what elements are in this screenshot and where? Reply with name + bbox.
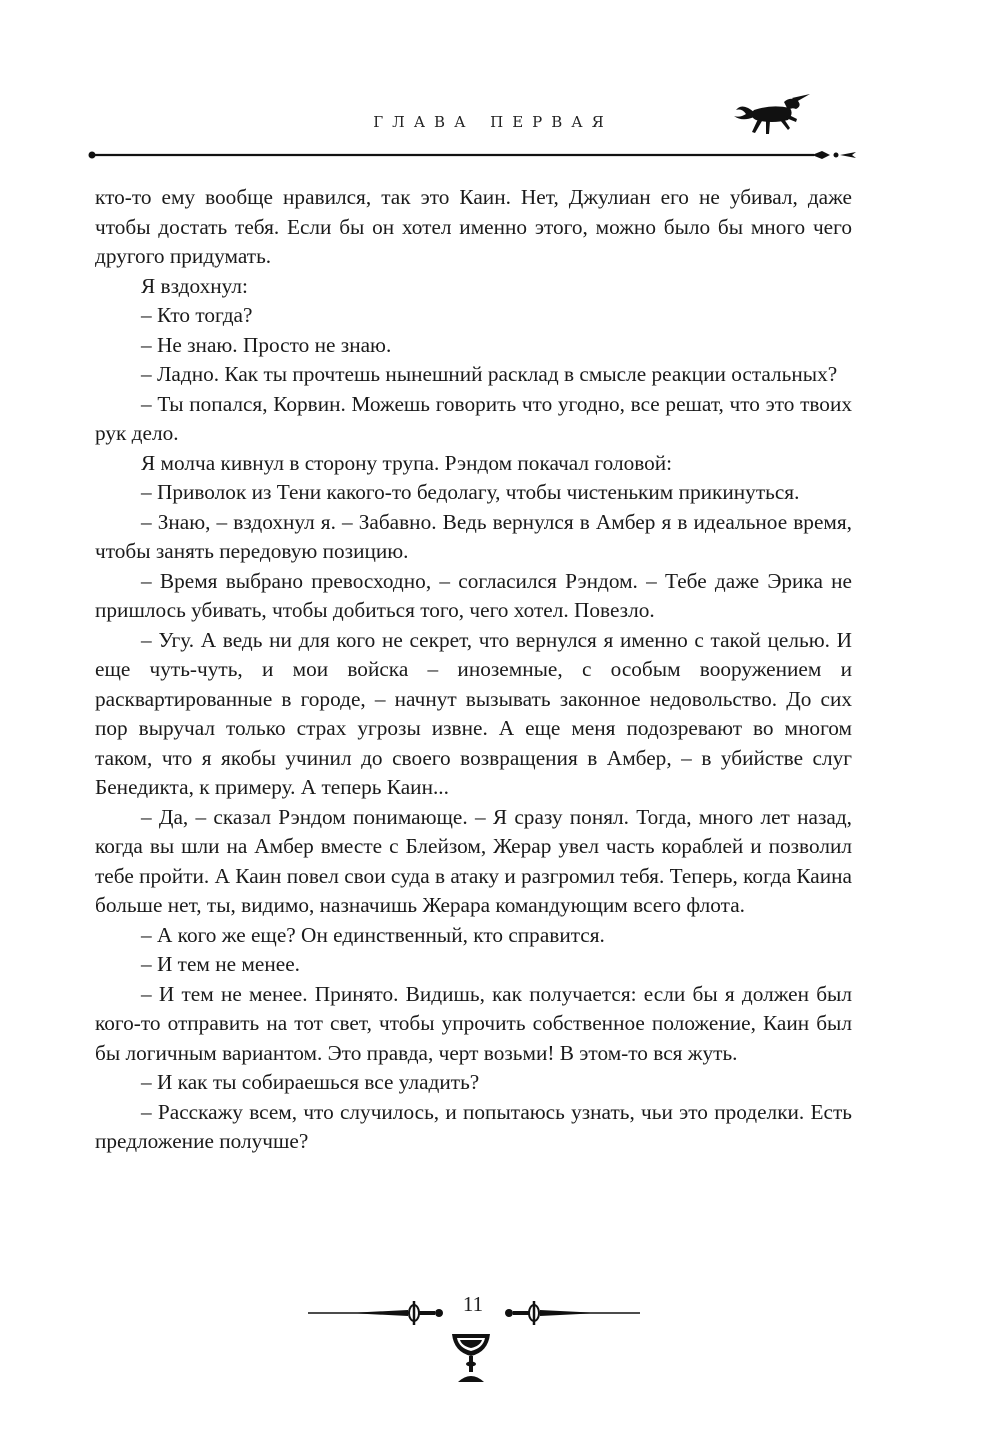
paragraph: Я вздохнул: [141,273,248,298]
paragraph: – Приволок из Тени какого-то бедолагу, чтобы чистеньким прикинуться. [141,480,800,504]
header-rule [86,146,856,164]
unicorn-icon [732,92,812,138]
paragraph: – Да, – сказал Рэндом понимающе. – Я сразу понял. Тогда, много лет назад, когда вы шли на Амбер вместе с Блейзом, Жерар увел часть кораблей и позволил тебе пройти. А Каин повел свои суда в атаку и разгромил тебя. Теперь, когда Каина больше нет, ты, видимо, назначишь Жерара командующим всего флота. [95,804,852,917]
paragraph: – Не знаю. Просто не знаю. [141,332,392,357]
paragraph: – Угу. А ведь ни для кого не секрет, что вернулся я именно с такой целью. И еще чуть-чуть, и мои войска – иноземные, с особым вооружением и расквартированные в городе, – начнут вызывать законное недовольство. До сих пор выручал только страх угрозы извне. А еще меня подозревают во многом таком, что я якобы учинил до своего возвращения в Амбер, – в убийстве слуг Бенедикта, к примеру. А теперь Каин... [95,627,852,799]
page-footer [300,1290,640,1400]
paragraph: – Расскажу всем, что случилось, и попытаюсь узнать, чьи это проделки. Есть предложение получше? [95,1099,852,1153]
paragraph: – И тем не менее. [141,952,300,976]
chapter-title: глава первая [373,108,613,132]
paragraph: – Ладно. Как ты прочтешь нынешний расклад в смысле реакции остальных? [141,362,838,386]
paragraph: – И как ты собираешься все уладить? [141,1070,480,1094]
paragraph: – А кого же еще? Он единственный, кто справится. [141,922,605,947]
chalice-icon [448,1330,494,1386]
sword-icon [308,1298,448,1328]
paragraph: кто-то ему вообще нравился, так это Каин. Нет, Джулиан его не убивал, даже чтобы достать тебя. Если бы он хотел именно этого, можно было бы много чего другого придумать. [95,185,852,268]
paragraph: – Ты попался, Корвин. Можешь говорить что угодно, все решат, что это твоих рук дело. [95,391,852,445]
body-text [95,183,852,1157]
sword-icon [500,1298,640,1328]
paragraph: – Кто тогда? [141,303,253,327]
paragraph: – Время выбрано превосходно, – согласился Рэндом. – Тебе даже Эрика не пришлось убивать, чтобы добиться того, чего хотел. Повезло. [95,568,852,622]
page-number: 11 [462,1292,484,1316]
paragraph: – И тем не менее. Принято. Видишь, как получается: если бы я должен был кого-то отправить на тот свет, чтобы упрочить собственное положение, Каин был бы логичным вариантом. Это правда, черт возьми! В этом-то вся жуть. [95,981,852,1065]
paragraph: Я молча кивнул в сторону трупа. Рэндом покачал головой: [141,450,673,475]
paragraph: – Знаю, – вздохнул я. – Забавно. Ведь вернулся в Амбер я в идеальное время, чтобы занять передовую позицию. [95,509,852,563]
